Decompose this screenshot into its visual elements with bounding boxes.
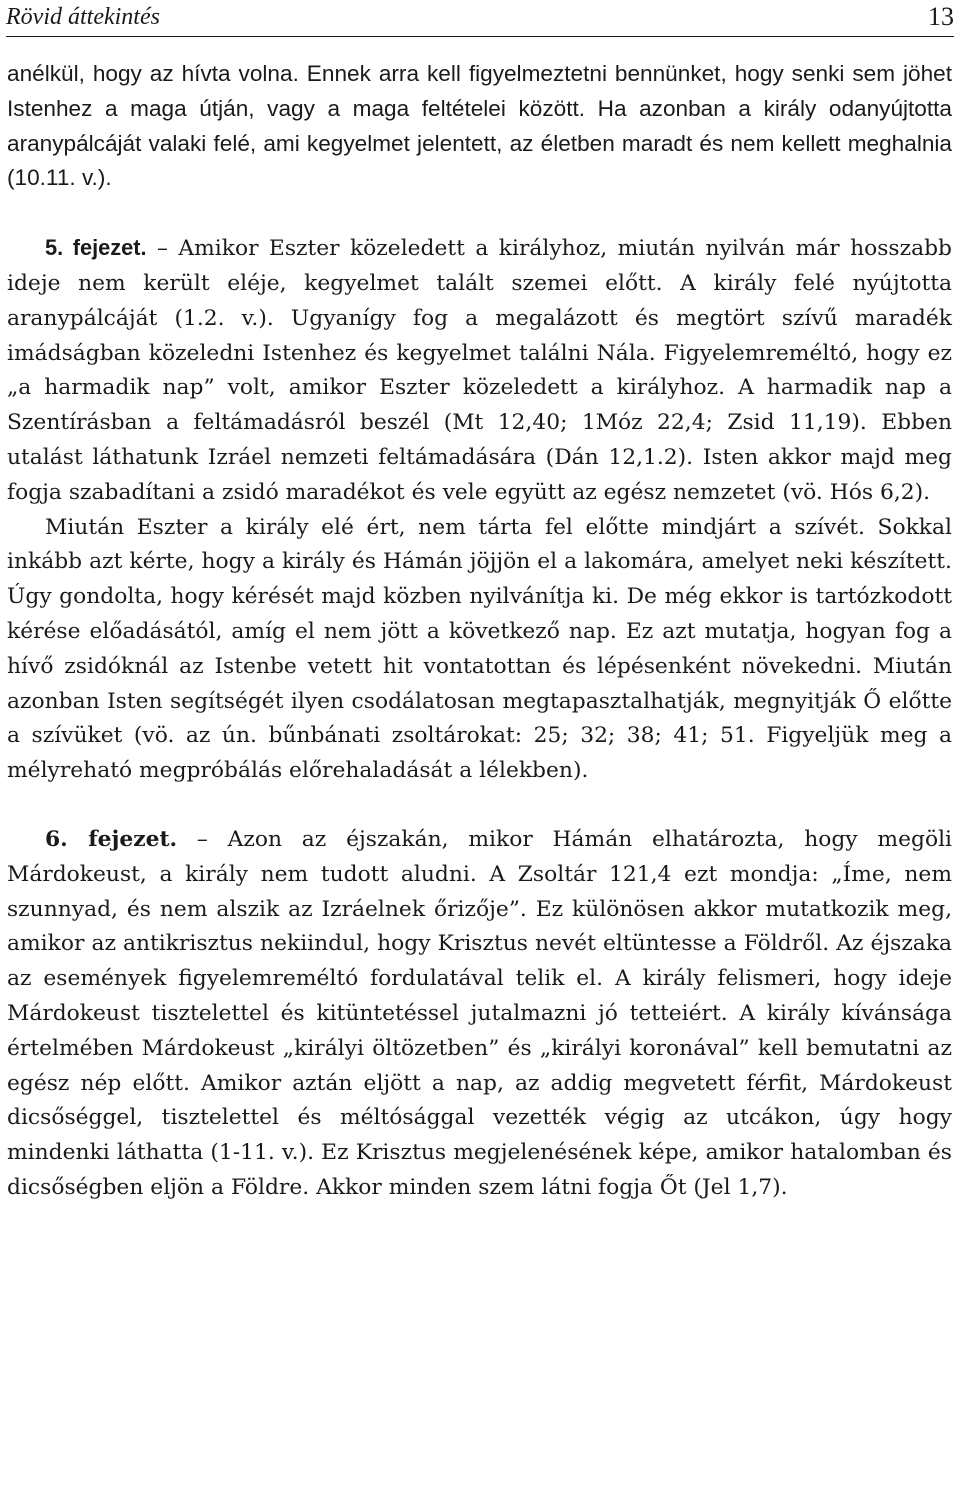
paragraph-intro-continuation: anélkül, hogy az hívta volna. Ennek arra kell figyelmeztetni bennünket, hogy senki sem jöhet Istenhez a maga útján, vagy a maga feltételei között. Ha azonban a király odanyújtotta aranypálcáját valaki felé, ami kegyelmet jelentett, az életben maradt és nem kellett meghalnia (10.11. v.). (7, 61, 952, 191)
page-number: 13 (928, 2, 954, 31)
running-header (6, 0, 954, 37)
body-text (7, 57, 952, 1206)
section-title: Rövid áttekintés (6, 4, 160, 30)
chapter-6-label: 6. fejezet. (45, 826, 178, 852)
chapter-5-text: – Amikor Eszter közeledett a királyhoz, miután nyilván már hosszabb ideje nem került eléje, kegyelmet talált szemei előtt. A király felé nyújtotta aranypálcáját (1.2. v.). Ugyanígy fog a megalázott és megtört szívű maradék imádságban közeledni Istenhez és kegyelmet találni Nála. Figyelemreméltó, hogy ez „a harmadik nap” volt, amikor Eszter közeledett a királyhoz. A harmadik nap a Szentírásban a feltámadásról beszél (Mt 12,40; 1Móz 22,4; Zsid 11,19). Ebben utalást láthatunk Izráel nemzeti feltámadására (Dán 12,1.2). Isten akkor majd meg fogja szabadítani a zsidó maradékot és vele együtt az egész nemzetet (vö. Hós 6,2). (7, 236, 952, 505)
chapter-6-text: – Azon az éjszakán, mikor Hámán elhatározta, hogy megöli Márdokeust, a király nem tudott aludni. A Zsoltár 121,4 ezt mondja: „Íme, nem szunnyad, és nem alszik az Izráelnek őrizője”. Ez különösen akkor mutatkozik meg, amikor az antikrisztus nekiindul, hogy Krisztus nevét eltüntesse a Földről. Az éjszaka az események figyelemreméltó fordulatával telik el. A király felismeri, hogy ideje Márdokeust tisztelettel és kitüntetéssel jutalmazni jó tetteiért. A király kívánsága értelmében Márdokeust „királyi öltözetben” és „királyi koronával” kell bemutatni az egész nép előtt. Amikor aztán eljött a nap, az addig megvetett férfit, Márdokeust dicsőséggel, tisztelettel és méltósággal vezették végig az utcákon, úgy hogy mindenki láthatta (1-11. v.). Ez Krisztus megjelenésének képe, amikor hatalomban és dicsőségben eljön a Földre. Akkor minden szem látni fogja Őt (Jel 1,7). (7, 826, 953, 1200)
paragraph-chapter-5 (7, 231, 952, 510)
paragraph-esther-before-king: Miután Eszter a király elé ért, nem tárta fel előtte mindjárt a szívét. Sokkal inkább azt kérte, hogy a király és Hámán jöjjön el a lakomára, amelyet neki készített. Úgy gondolta, hogy kérését majd közben nyilvánítja ki. De még ekkor is tartózkodott kérése előadásától, amíg el nem jött a következő nap. Ez azt mutatja, hogyan fog a hívő zsidóknál az Istenbe vetett hit vontatottan és lépésenként növekedni. Miután azonban Isten segítségét ilyen csodálatosan megtapasztalhatják, megnyitják Ő előtte a szívüket (vö. az ún. bűnbánati zsoltárokat: 25; 32; 38; 41; 51. Figyeljük meg a mélyreható megpróbálás előrehaladását a lélekben). (7, 514, 952, 784)
paragraph-chapter-6 (7, 823, 952, 1206)
chapter-5-label: 5. fejezet. (45, 235, 147, 261)
